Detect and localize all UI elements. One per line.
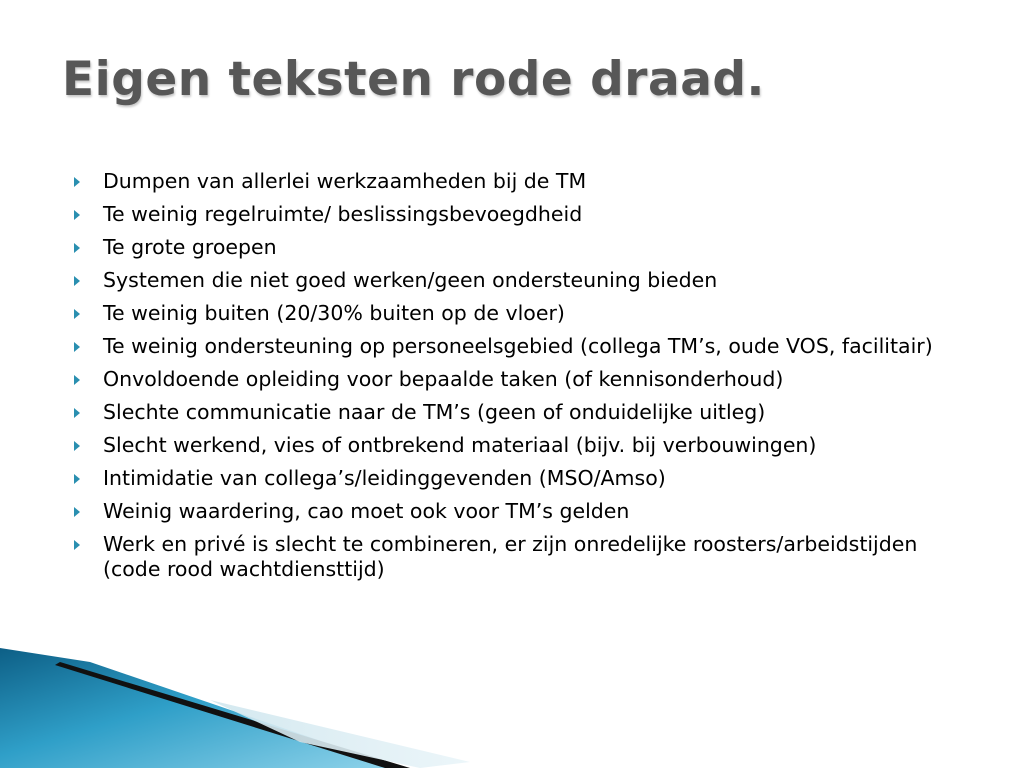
list-item [74,466,954,491]
list-item [74,334,954,359]
list-item [74,433,954,458]
list-item [74,268,954,293]
bullet-text: Te grote groepen [103,235,277,259]
list-item [74,532,954,582]
slide-title: Eigen teksten rode draad. [62,52,765,107]
bullet-text: Systemen die niet goed werken/geen ondersteuning bieden [103,268,718,292]
triangle-right-icon [74,177,80,187]
list-item [74,400,954,425]
list-item [74,235,954,260]
bullet-text: Te weinig ondersteuning op personeelsgebied (collega TM’s, oude VOS, facilitair) [103,334,933,358]
triangle-right-icon [74,474,80,484]
triangle-right-icon [74,540,80,550]
triangle-right-icon [74,342,80,352]
triangle-right-icon [74,309,80,319]
bullet-text: Weinig waardering, cao moet ook voor TM’s gelden [103,499,630,523]
triangle-right-icon [74,441,80,451]
bullet-text: Werk en privé is slecht te combineren, er zijn onredelijke roosters/arbeidstijden (code rood wachtdiensttijd) [103,532,918,581]
bullet-text: Te weinig regelruimte/ beslissingsbevoegdheid [103,202,583,226]
bullet-list [74,169,954,590]
list-item [74,169,954,194]
list-item [74,202,954,227]
bullet-text: Slecht werkend, vies of ontbrekend materiaal (bijv. bij verbouwingen) [103,433,817,457]
triangle-right-icon [74,243,80,253]
triangle-right-icon [74,375,80,385]
triangle-right-icon [74,276,80,286]
triangle-right-icon [74,507,80,517]
list-item [74,301,954,326]
bullet-text: Te weinig buiten (20/30% buiten op de vloer) [103,301,565,325]
bullet-text: Dumpen van allerlei werkzaamheden bij de TM [103,169,587,193]
bullet-text: Intimidatie van collega’s/leidinggevenden (MSO/Amso) [103,466,666,490]
list-item [74,499,954,524]
bullet-text: Slechte communicatie naar de TM’s (geen of onduidelijke uitleg) [103,400,766,424]
list-item [74,367,954,392]
bullet-text: Onvoldoende opleiding voor bepaalde taken (of kennisonderhoud) [103,367,784,391]
triangle-right-icon [74,408,80,418]
triangle-right-icon [74,210,80,220]
